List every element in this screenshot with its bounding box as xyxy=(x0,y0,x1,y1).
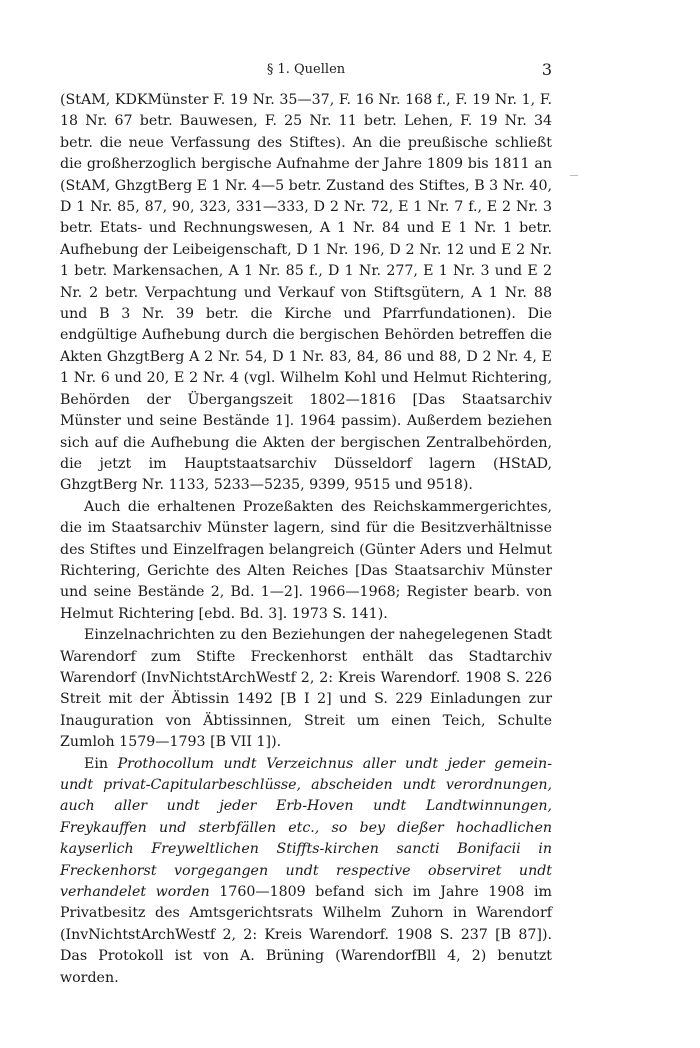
body-text xyxy=(60,90,552,989)
margin-mark xyxy=(570,175,578,176)
paragraph-warendorf-text: Einzelnachrichten zu den Beziehungen der nahegelegenen Stadt Warendorf zum Stifte Freckenhorst enthält das Stadtarchiv Warendorf (InvNichtstArchWestf 2, 2: Kreis Warendorf. 1908 S. 226 Streit mit der Äbtissin 1492 [B I 2] und S. 229 Einladungen zur Inauguration von Äbtissinnen, Streit um einen Teich, Schulte Zumloh 1579—1793 [B VII 1]). xyxy=(60,627,552,751)
running-title: § 1. Quellen xyxy=(266,62,346,77)
paragraph-archival-records: (StAM, KDKMünster F. 19 Nr. 35—37, F. 16 Nr. 168 f., F. 19 Nr. 1, F. 18 Nr. 67 betr. Bauwesen, F. 25 Nr. 11 betr. Lehen, F. 19 Nr. 34 betr. die neue Verfassung des Stiftes). An die preußische schließt die großherzoglich bergische Aufnahme der Jahre 1809 bis 1811 an (StAM, GhzgtBerg E 1 Nr. 4—5 betr. Zustand des Stiftes, B 3 Nr. 40, D 1 Nr. 85, 87, 90, 323, 331—333, D 2 Nr. 72, E 1 Nr. 7 f., E 2 Nr. 3 betr. Etats- und Rechnungswesen, A 1 Nr. 84 und E 1 Nr. 1 betr. Aufhebung der Leibeigenschaft, D 1 Nr. 196, D 2 Nr. 12 und E 2 Nr. 1 betr. Markensachen, A 1 Nr. 85 f., D 1 Nr. 277, E 1 Nr. 3 und E 2 Nr. 2 betr. Verpachtung und Verkauf von Stiftsgütern, A 1 Nr. 88 und B 3 Nr. 39 betr. die Kirche und Pfarrfundationen). Die endgültige Aufhebung durch die bergischen Behörden betreffen die Akten GhzgtBerg A 2 Nr. 54, D 1 Nr. 83, 84, 86 und 88, D 2 Nr. 4, E 1 Nr. 6 und 20, E 2 Nr. 4 (vgl. Wilhelm Kohl und Helmut Richtering, Behörden der Übergangszeit 1802—1816 [Das Staatsarchiv Münster und seine Bestände 1]. 1964 passim). Außerdem beziehen sich auf die Aufhebung die Akten der bergischen Zentralbehörden, die jetzt im Hauptstaatsarchiv Düsseldorf lagern (HStAD, GhzgtBerg Nr. 1133, 5233—5235, 9399, 9515 und 9518). xyxy=(60,92,552,494)
paragraph-reichskammergericht: Auch die erhaltenen Prozeßakten des Reichskammergerichtes, die im Staatsarchiv Münster lagern, sind für die Besitzverhältnisse des Stiftes und Einzelfragen belangreich (Günter Aders und Helmut Richtering, Gerichte des Alten Reiches [Das Staatsarchiv Münster und seine Bestände 2, Bd. 1—2]. 1966—1968; Register bearb. von Helmut Richtering [ebd. Bd. 3]. 1973 S. 141). xyxy=(60,498,552,622)
protocol-title-italic: Prothocollum undt Verzeichnus aller undt jeder gemein- undt privat-Capitularbeschlüsse, abscheiden undt verordnungen, auch aller undt jeder Erb-Hoven undt Landtwinnungen, Freykauffen und sterbfällen etc., so bey dießer hochadlichen kayserlich Freyweltlichen Stiffts-kirchen sancti Bonifacii in Freckenhorst vorgegangen undt respective observiret undt verhandelet worden xyxy=(60,755,552,901)
protocol-intro: Ein xyxy=(84,755,118,772)
paragraph-warendorf-relations xyxy=(60,625,552,753)
paragraph-protocol xyxy=(60,754,552,989)
protocol-details: 1760—1809 befand sich im Jahre 1908 im Privatbesitz des Amtsgerichtsrats Wilhelm Zuhorn in Warendorf (InvNichtstArchWestf 2, 2: Kreis Warendorf. 1908 S. 237 [B 87]). Das Protokoll ist von A. Brüning (WarendorfBll 4, 2) benutzt worden. xyxy=(60,884,552,986)
running-head xyxy=(60,60,552,80)
page-number: 3 xyxy=(541,60,552,79)
